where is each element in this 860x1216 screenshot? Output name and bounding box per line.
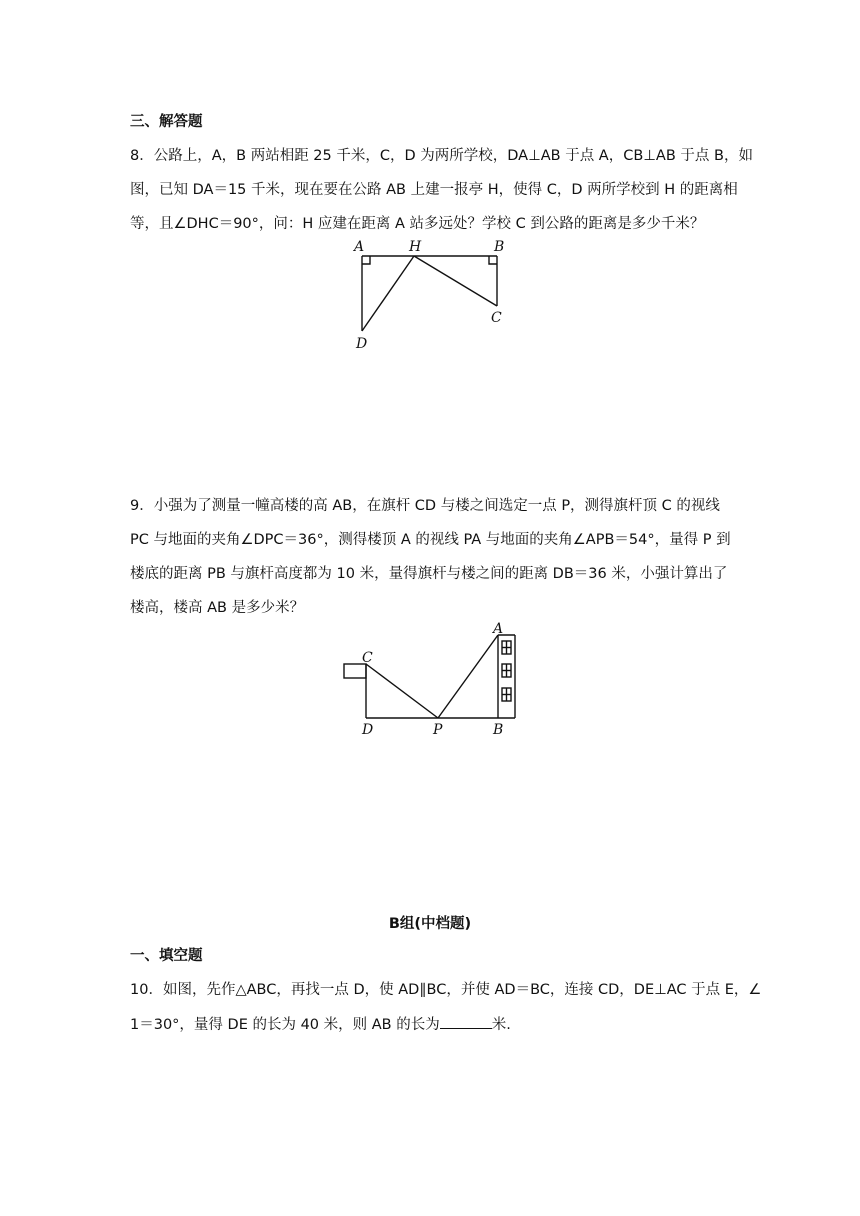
- q10-line-1: 10．如图，先作△ABC，再找一点 D，使 AD∥BC，并使 AD＝BC，连接 CD，DE⊥AC 于点 E，∠: [130, 982, 762, 998]
- q9-line-3: 楼底的距离 PB 与旗杆高度都为 10 米，量得旗杆与楼之间的距离 DB＝36 米，小强计算出了: [130, 566, 728, 582]
- q9-window-2: [502, 664, 511, 677]
- q8-label-c: C: [491, 310, 502, 326]
- q8-right-angle-a: [362, 256, 370, 264]
- q9-window-1: [502, 641, 511, 654]
- q8-right-angle-b: [489, 256, 497, 264]
- q9-label-c: C: [362, 650, 373, 666]
- q9-sightline-pc: [366, 664, 438, 718]
- q8-line-2: 图，已知 DA＝15 千米，现在要在公路 AB 上建一报亭 H，使得 C，D 两所学校到 H 的距离相: [130, 182, 738, 198]
- group-b-title: B组(中档题): [388, 916, 472, 932]
- q9-line-2: PC 与地面的夹角∠DPC＝36°，测得楼顶 A 的视线 PA 与地面的夹角∠APB＝54°，量得 P 到: [130, 532, 731, 548]
- q9-line-1: 9．小强为了测量一幢高楼的高 AB，在旗杆 CD 与楼之间选定一点 P，测得旗杆顶 C 的视线: [130, 498, 720, 514]
- q9-label-p: P: [433, 722, 443, 738]
- q8-line-3: 等，且∠DHC＝90°，问：H 应建在距离 A 站多远处？学校 C 到公路的距离是多少千米？: [130, 216, 705, 232]
- section-heading-answer: 三、解答题: [130, 114, 203, 130]
- q10-line-2: [130, 1014, 730, 1035]
- q8-figure: [340, 234, 520, 354]
- q8-label-b: B: [494, 239, 505, 255]
- q9-label-a: A: [493, 621, 504, 637]
- q8-segment-dh: [362, 256, 414, 331]
- section-heading-fill-in: 一、填空题: [130, 948, 203, 964]
- q8-label-a: A: [354, 239, 365, 255]
- q10-answer-blank[interactable]: [440, 1014, 492, 1029]
- q10-line-2-unit: 米.: [491, 1017, 511, 1033]
- q8-label-d: D: [356, 336, 368, 352]
- q9-sightline-pa: [438, 635, 498, 718]
- q9-figure: [340, 620, 530, 740]
- q10-line-2-text: 1＝30°，量得 DE 的长为 40 米，则 AB 的长为: [130, 1017, 440, 1033]
- q9-label-b: B: [493, 722, 504, 738]
- q8-line-1: 8．公路上，A，B 两站相距 25 千米，C，D 为两所学校，DA⊥AB 于点 A，CB⊥AB 于点 B，如: [130, 148, 753, 164]
- q8-label-h: H: [409, 239, 422, 255]
- q8-segment-hc: [414, 256, 497, 306]
- q9-label-d: D: [362, 722, 374, 738]
- q9-window-3: [502, 688, 511, 701]
- q9-line-4: 楼高，楼高 AB 是多少米？: [130, 600, 305, 616]
- q9-flag: [344, 664, 366, 678]
